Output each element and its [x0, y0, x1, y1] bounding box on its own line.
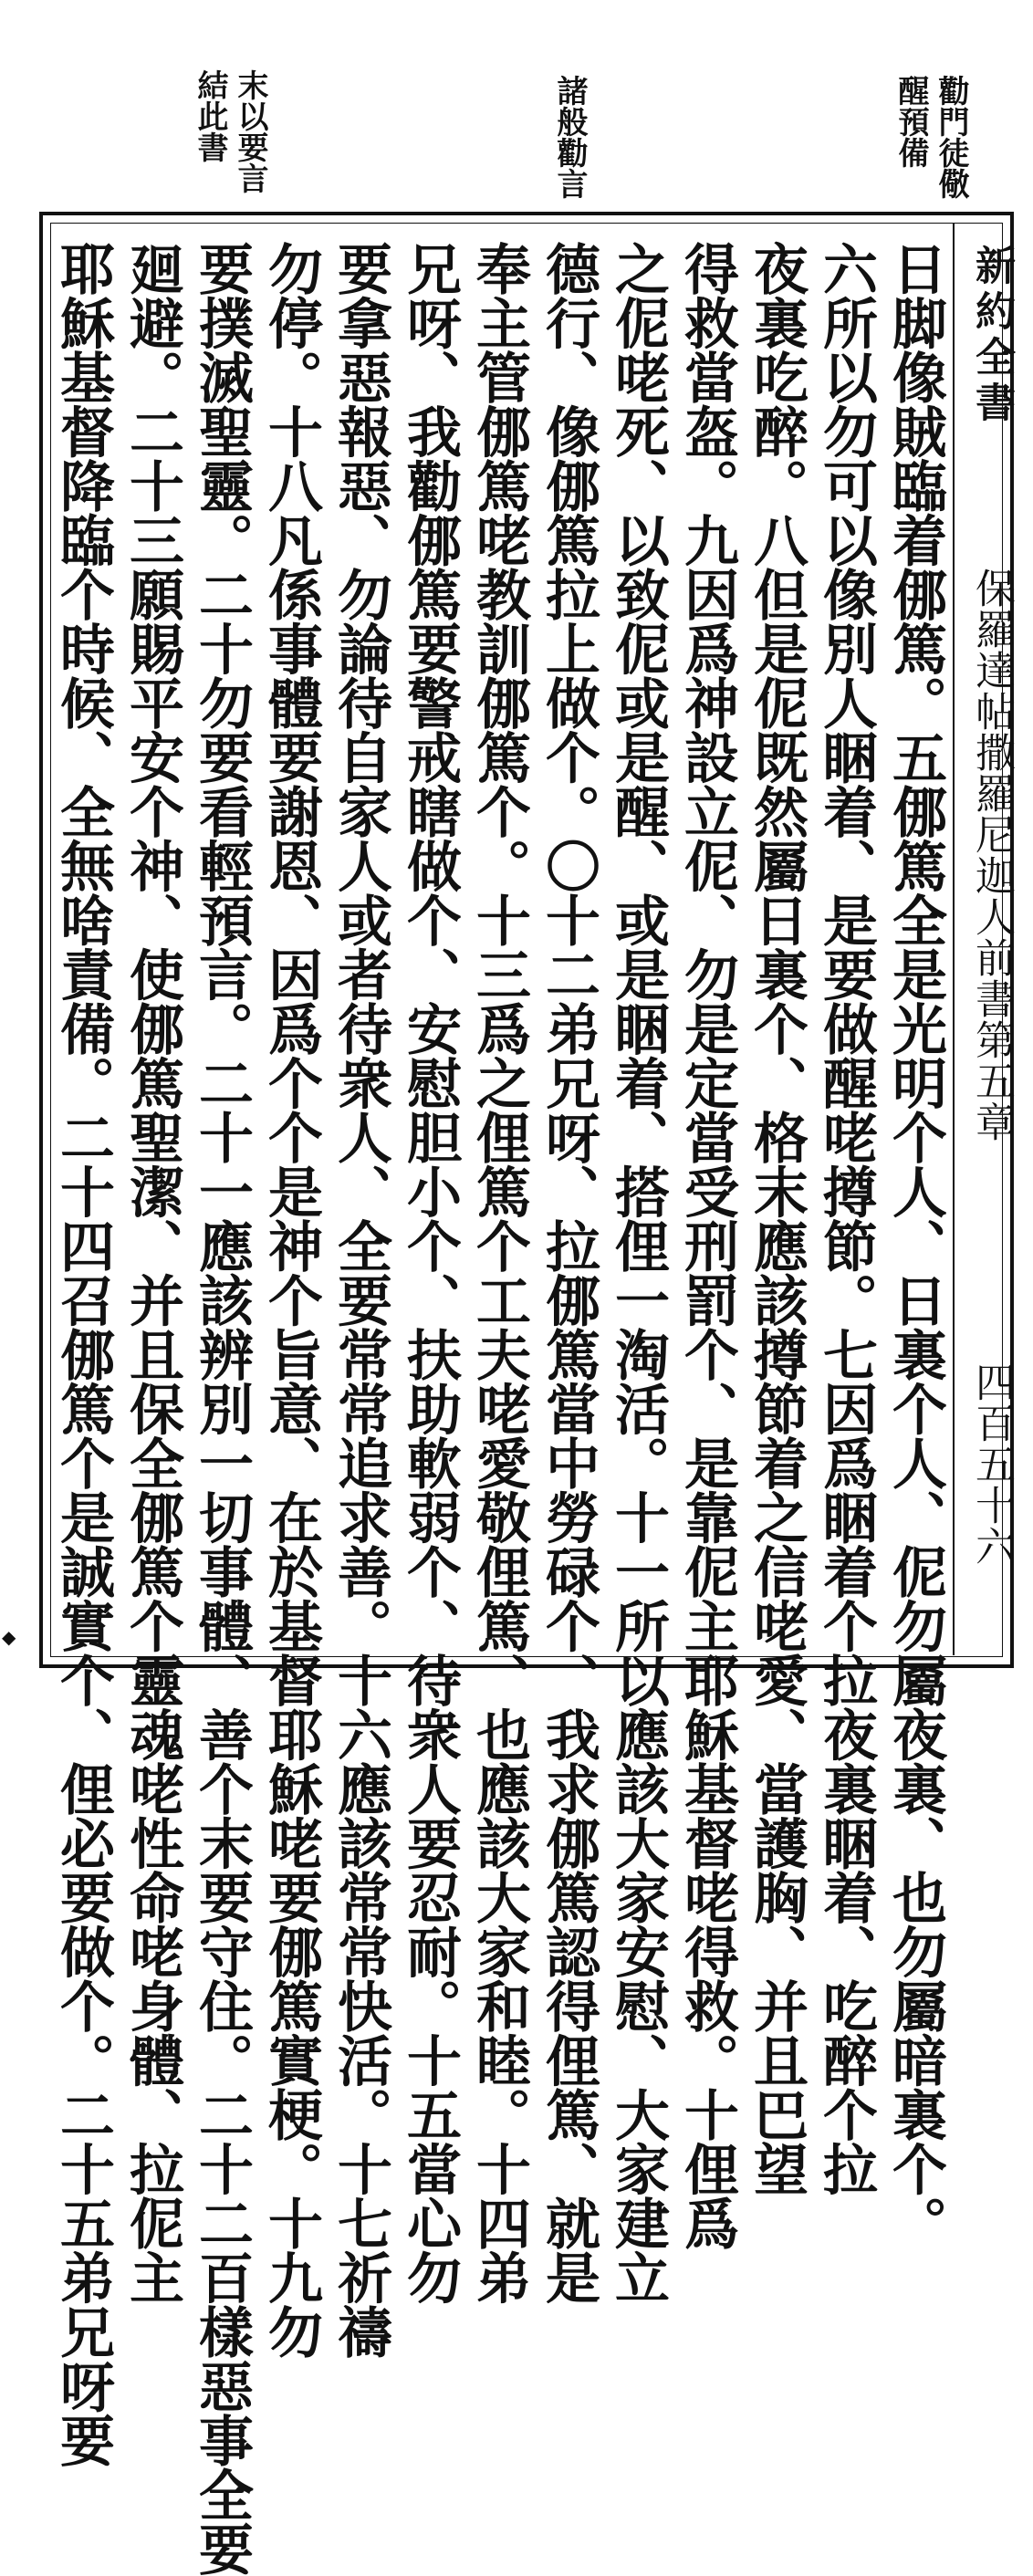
text-column: 德行、像㑚篤拉上做个。〇十二弟兄呀、拉㑚篤當中勞碌个、我求㑚篤認得俚篤、就是 [537, 241, 600, 2304]
text-column: 之伲咾死、以致伲或是醒、或是睏着、搭俚一淘活。十一所以應該大家安慰、大家建立 [606, 241, 670, 2304]
margin-note-line: 結此書 [192, 69, 228, 162]
chapter-heading: 保羅達帖撒羅尼迦人前書第五章 [968, 568, 1015, 1142]
margin-note-line: 末以要言 [232, 69, 268, 193]
text-column: 兄呀、我勸㑚篤要警戒瞎做个、安慰胆小个、扶助軟弱个、待衆人要忍耐。十五當心勿 [398, 241, 462, 2304]
text-column: 奉主管㑚篤咾教訓㑚篤个。十三爲之俚篤个工夫咾愛敬俚篤、也應該大家和睦。十四弟 [467, 241, 531, 2304]
margin-note-1 [892, 75, 969, 199]
page-number: 四百五十六 [968, 1361, 1015, 1567]
text-column: 夜裏吃醉。八但是伲既然屬日裏个、格末應該撙節着之信咾愛、當護胸、并且巴望 [745, 241, 809, 2195]
text-column: 要拿惡報惡、勿論待自家人或者待衆人、全要常常追求善。十六應該常常快活。十七祈禱 [329, 241, 392, 2359]
text-column: 要撲滅聖靈。二十勿要看輕預言。二十一應該辨別一切事體、善个末要守住。二十二百樣惡事全要 [190, 241, 254, 2576]
text-column: 日脚像賊臨着㑚篤。五㑚篤全是光明个人、日裏个人、伲勿屬夜裏、也勿屬暗裏个。 [883, 241, 947, 2250]
margin-note-line: 諸般勸言 [551, 75, 588, 199]
text-column: 六所以勿可以像別人睏着、是要做醒咾撙節。七因爲睏着个拉夜裏睏着、吃醉个拉 [814, 241, 878, 2195]
margin-note-line: 醒預備 [892, 75, 929, 168]
text-column: 勿停。十八凡係事體要謝恩、因爲个个是神个旨意、在於基督耶穌咾要㑚篤實梗。十九勿 [259, 241, 323, 2359]
text-column: 得救當盔。九因爲神設立伲、勿是定當受刑罰个、是靠伲主耶穌基督咾得救。十俚爲 [675, 241, 739, 2250]
margin-note-2 [551, 75, 588, 199]
text-column: 廻避。二十三願賜平安个神、使㑚篤聖潔、并且保全㑚篤个靈魂咾性命咾身體、拉伲主 [120, 241, 184, 2304]
margin-note-3 [192, 69, 268, 193]
binding-mark: ◆ [2, 1626, 16, 1648]
text-column: 耶穌基督降臨个時候、全無啥責備。二十四召㑚篤个是誠實个、俚必要做个。二十五弟兄呀要 [51, 241, 115, 2467]
running-header [953, 223, 1015, 1655]
book-title: 新約全書 [968, 245, 1015, 427]
margin-note-line: 勸門徒儆 [933, 75, 969, 199]
